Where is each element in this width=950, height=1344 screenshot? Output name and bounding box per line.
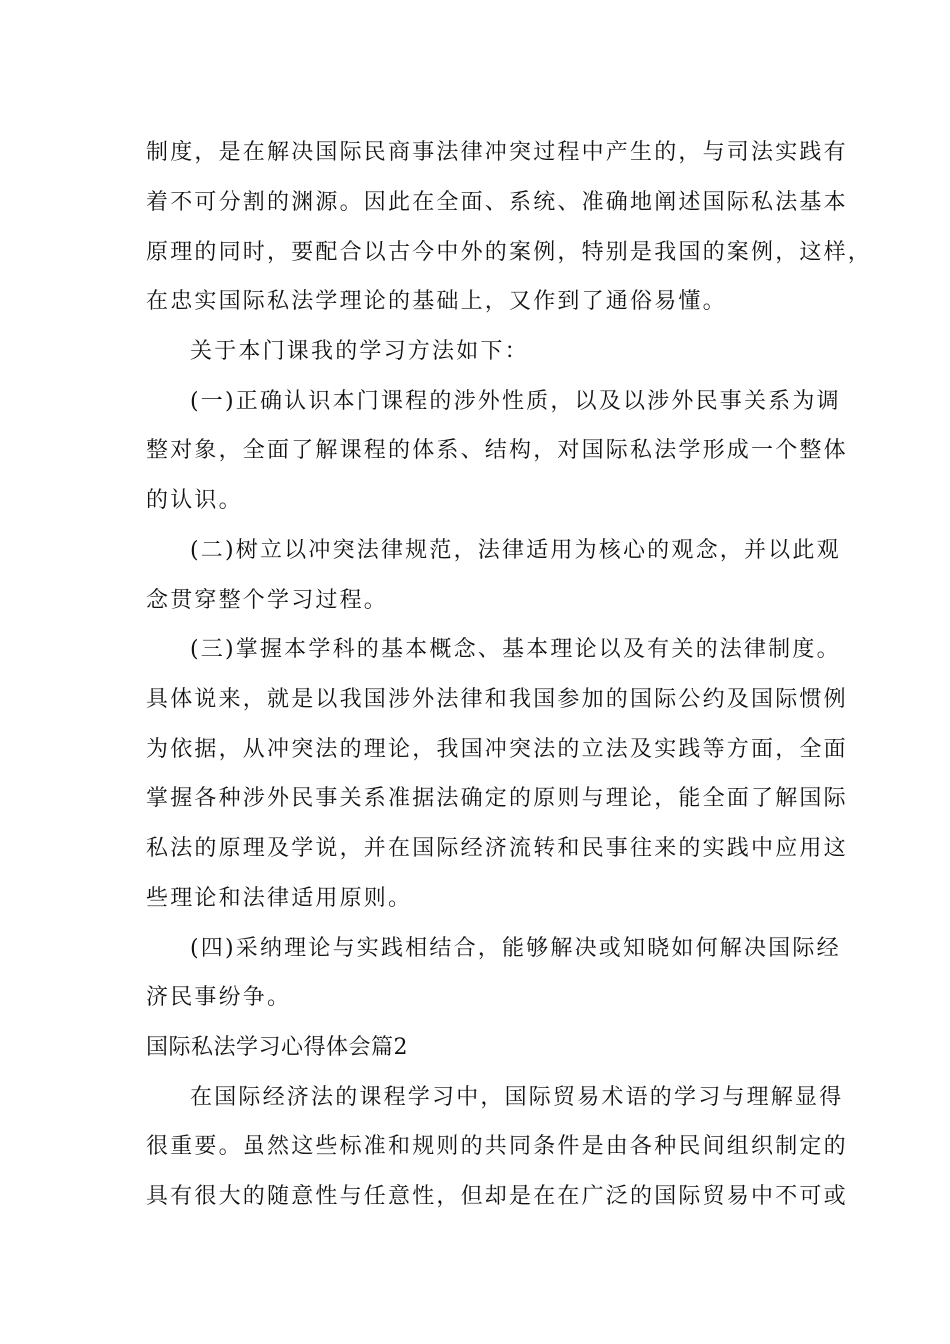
paragraph-line: 的认识。 [146, 488, 243, 513]
paragraph-line: 念贯穿整个学习过程。 [146, 588, 389, 613]
paragraph-line: 具有很大的随意性与任意性，但却是在在广泛的国际贸易中不可或 [146, 1184, 848, 1209]
list-item-3: (三)掌握本学科的基本概念、基本理论以及有关的法律制度。 [190, 637, 841, 662]
section-heading: 国际私法学习心得体会篇2 [146, 1035, 408, 1060]
paragraph-line: 整对象，全面了解课程的体系、结构，对国际私法学形成一个整体 [146, 438, 848, 463]
paragraph-line: 在忠实国际私法学理论的基础上，又作到了通俗易懂。 [146, 289, 727, 314]
paragraph-line: 私法的原理及学说，并在国际经济流转和民事往来的实践中应用这 [146, 836, 848, 861]
paragraph-line: 些理论和法律适用原则。 [146, 886, 413, 911]
paragraph-line: 具体说来，就是以我国涉外法律和我国参加的国际公约及国际惯例 [146, 687, 848, 712]
paragraph-line: 着不可分割的渊源。因此在全面、系统、准确地阐述国际私法基本 [146, 190, 848, 215]
paragraph-line: 原理的同时，要配合以古今中外的案例，特别是我国的案例，这样， [146, 240, 873, 265]
paragraph-line: 很重要。虽然这些标准和规则的共同条件是由各种民间组织制定的 [146, 1134, 848, 1159]
paragraph-line: 关于本门课我的学习方法如下： [190, 339, 529, 364]
list-item-1: (一)正确认识本门课程的涉外性质，以及以涉外民事关系为调 [190, 389, 841, 414]
paragraph-line: 为依据，从冲突法的理论，我国冲突法的立法及实践等方面，全面 [146, 737, 848, 762]
paragraph-line: 在国际经济法的课程学习中，国际贸易术语的学习与理解显得 [190, 1085, 844, 1110]
paragraph-line: 济民事纷争。 [146, 985, 292, 1010]
list-item-2: (二)树立以冲突法律规范，法律适用为核心的观念，并以此观 [190, 538, 841, 563]
list-item-4: (四)采纳理论与实践相结合，能够解决或知晓如何解决国际经 [190, 936, 841, 961]
paragraph-line: 制度，是在解决国际民商事法律冲突过程中产生的，与司法实践有 [146, 140, 848, 165]
paragraph-line: 掌握各种涉外民事关系准据法确定的原则与理论，能全面了解国际 [146, 786, 848, 811]
